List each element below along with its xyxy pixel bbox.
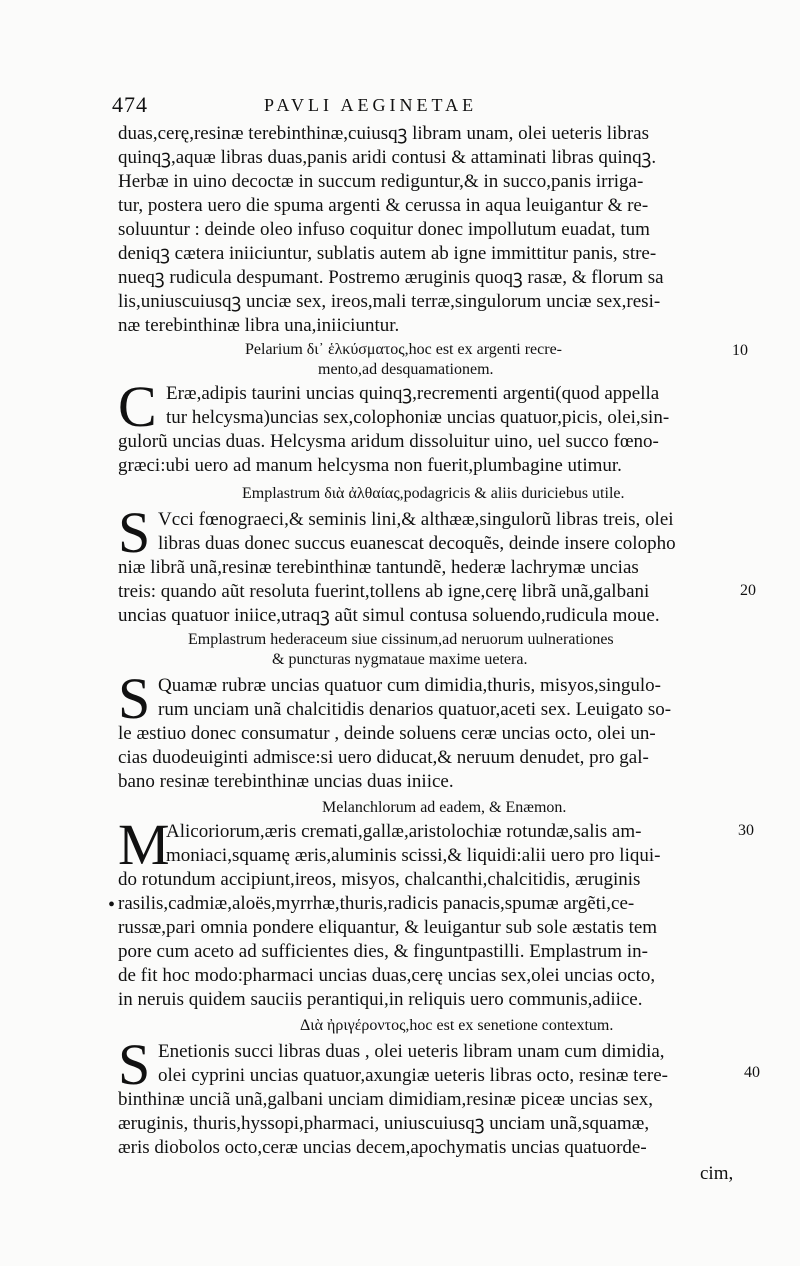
- text-line: binthinæ unciã unã,galbani unciam dimidiam,resinæ piceæ uncias sex,: [118, 1089, 654, 1110]
- text-line: cias duodeuiginti admisce:si uero diducat,& neruum denudet, pro gal-: [118, 747, 649, 768]
- page-header: [112, 92, 732, 120]
- text-line: bano resinæ terebinthinæ uncias duas iniice.: [118, 771, 454, 792]
- text-line: Herbæ in uino decoctæ in succum rediguntur,& in succo,panis irriga-: [118, 171, 644, 192]
- text-line: soluuntur : deinde oleo infuso coquitur donec impollutum euadat, tum: [118, 219, 650, 240]
- text-line: russæ,pari omnia pondere eliquantur, & leuigantur sub sole æstatis tem: [118, 917, 658, 938]
- text-line: Alicoriorum,æris cremati,gallæ,aristolochiæ rotundæ,salis am-: [166, 821, 642, 842]
- text-line: Vcci fœnograeci,& seminis lini,& althææ,singulorũ libras treis, olei: [158, 509, 674, 530]
- text-line: treis: quando aũt resoluta fuerint,tollens ab igne,cerę librã unã,galbani: [118, 581, 650, 602]
- text-line: æris diobolos octo,ceræ uncias decem,apochymatis uncias quatuorde-: [118, 1137, 647, 1158]
- recipe-title: Emplastrum hederaceum siue cissinum,ad neruorum uulnerationes: [188, 631, 614, 648]
- text-line: lis,uniuscuiusqꝫ unciæ sex, ireos,mali terræ,singulorum unciæ sex,resi-: [118, 291, 661, 312]
- text-line: moniaci,squamę æris,aluminis scissi,& liquidi:alii uero pro liqui-: [166, 845, 661, 866]
- text-line: in neruis quidem sauciis perantiqui,in reliquis uero communis,adiice.: [118, 989, 643, 1010]
- text-line: rum unciam unã chalcitidis denarios quatuor,aceti sex. Leuigato so-: [158, 699, 672, 720]
- margin-line-number: 40: [744, 1064, 760, 1081]
- text-line: æruginis, thuris,hyssopi,pharmaci, uniuscuiusqꝫ unciam unã,squamæ,: [118, 1113, 650, 1134]
- text-line: de fit hoc modo:pharmaci uncias duas,cerę uncias sex,olei uncias octo,: [118, 965, 656, 986]
- text-line: Eræ,adipis taurini uncias quinqꝫ,recrementi argenti(quod appella: [166, 383, 660, 404]
- text-line: næ terebinthinæ libra una,iniiciuntur.: [118, 315, 400, 336]
- text-line: libras duas donec succus euanescat decoquẽs, deinde insere colopho: [158, 533, 676, 554]
- text-line: gulorũ uncias duas. Helcysma aridum dissoluitur uino, uel succo fœno-: [118, 431, 659, 452]
- drop-cap: S: [118, 500, 151, 565]
- recipe-title: Emplastrum διὰ ἀλθαίας,podagricis & aliis duriciebus utile.: [242, 485, 625, 502]
- running-head: PAVLI AEGINETAE: [264, 95, 478, 115]
- text-line: tur helcysma)uncias sex,colophoniæ uncias quatuor,picis, olei,sin-: [166, 407, 670, 428]
- text-line: olei cyprini uncias quatuor,axungiæ ueteris libras octo, resinæ tere-: [158, 1065, 668, 1086]
- text-line: do rotundum accipiunt,ireos, misyos, chalcanthi,chalcitidis, æruginis: [118, 869, 641, 890]
- recipe-title: Pelarium δι᾽ ἑλκύσματος,hoc est ex argenti recre-: [245, 341, 563, 358]
- drop-cap: M: [118, 812, 170, 877]
- text-line: græci:ubi uero ad manum helcysma non fuerit,plumbagine utimur.: [118, 455, 622, 476]
- text-line: nueqꝫ rudicula despumant. Postremo æruginis quoqꝫ rasæ, & florum sa: [118, 267, 664, 288]
- drop-cap: C: [118, 374, 157, 439]
- margin-line-number: 10: [732, 342, 748, 359]
- text-line: niæ librã unã,resinæ terebinthinæ tantundẽ, hederæ lachrymæ uncias: [118, 557, 639, 578]
- text-line: pore cum aceto ad sufficientes dies, & finguntpastilli. Emplastrum in-: [118, 941, 648, 962]
- margin-dot-mark: •: [108, 894, 116, 916]
- drop-cap: S: [118, 666, 151, 731]
- text-line: uncias quatuor iniice,utraqꝫ aũt simul contusa soluendo,rudicula moue.: [118, 605, 660, 626]
- text-line: tur, postera uero die spuma argenti & cerussa in aqua leuigantur & re-: [118, 195, 649, 216]
- margin-line-number: 30: [738, 822, 754, 839]
- text-line: duas,cerę,resinæ terebinthinæ,cuiusqꝫ libram unam, olei ueteris libras: [118, 123, 650, 144]
- catchword: cim,: [700, 1163, 734, 1184]
- text-line: rasilis,cadmiæ,aloës,myrrhæ,thuris,radicis panacis,spumæ argẽti,ce-: [118, 893, 635, 914]
- text-line: Quamæ rubræ uncias quatuor cum dimidia,thuris, misyos,singulo-: [158, 675, 661, 696]
- text-line: quinqꝫ,aquæ libras duas,panis aridi contusi & attaminati libras quinqꝫ.: [118, 147, 657, 168]
- recipe-title: mento,ad desquamationem.: [318, 361, 494, 378]
- text-line: le æstiuo donec consumatur , deinde soluens ceræ uncias octo, olei un-: [118, 723, 656, 744]
- page-number: 474: [112, 92, 148, 117]
- drop-cap: S: [118, 1032, 151, 1097]
- text-line: deniqꝫ cætera iniiciuntur, sublatis autem ab igne immittitur panis, stre-: [118, 243, 657, 264]
- recipe-title: Διὰ ἠριγέροντος,hoc est ex senetione contextum.: [300, 1017, 614, 1034]
- text-line: Enetionis succi libras duas , olei ueteris libram unam cum dimidia,: [158, 1041, 665, 1062]
- recipe-title: & puncturas nygmataue maxime uetera.: [272, 651, 528, 668]
- margin-line-number: 20: [740, 582, 756, 599]
- recipe-title: Melanchlorum ad eadem, & Enæmon.: [322, 799, 567, 816]
